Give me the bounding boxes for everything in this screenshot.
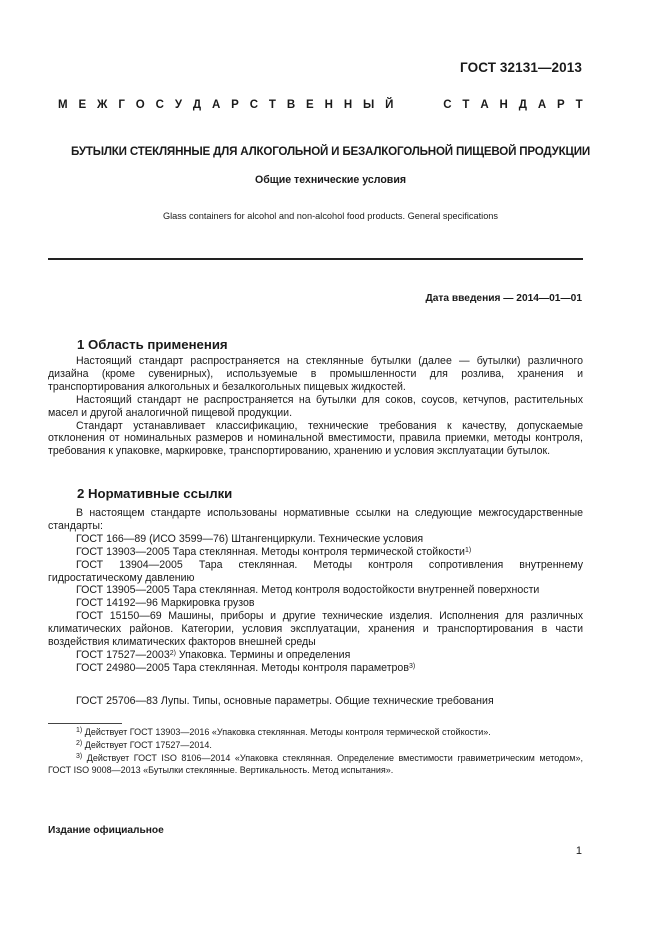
document-title: БУТЫЛКИ СТЕКЛЯННЫЕ ДЛЯ АЛКОГОЛЬНОЙ И БЕЗАЛКОГОЛЬНОЙ ПИЩЕВОЙ ПРОДУКЦИИ (70, 145, 591, 158)
footnote: $^{1)}$ Действует ГОСТ 13903—2016 «Упаковка стеклянная. Методы контроля термической стойкости». (76, 727, 491, 737)
section-2-body (48, 507, 583, 675)
normative-references-list (48, 533, 583, 675)
paragraph: Настоящий стандарт распространяется на стеклянные бутылки (далее — бутылки) различного дизайна (кроме сувенирных), используемые в промышленности для розлива, хранения и транспортирования алкогольных и безалкогольных пищевых жидкостей. (48, 355, 583, 393)
reference-item: ГОСТ 13903—2005 Тара стеклянная. Методы контроля термической стойкости$^{1)}$ (76, 545, 472, 558)
heading-letter: Д (192, 99, 202, 111)
introduction-date: Дата введения — 2014—01—01 (425, 293, 582, 304)
interstate-standard-heading (58, 99, 583, 111)
footnote-marker: 1) (76, 727, 83, 734)
page-number: 1 (575, 845, 582, 857)
reference-item: ГОСТ 14192—96 Маркировка грузов (76, 597, 255, 610)
heading-letter: О (135, 99, 145, 111)
divider-top (48, 258, 583, 260)
heading-letter: Ы (363, 99, 375, 111)
heading-letter: Н (343, 99, 353, 111)
footnote-marker: 2) (169, 649, 176, 657)
reference-item: ГОСТ 24980—2005 Тара стеклянная. Методы контроля параметров$^{3)}$ (76, 661, 416, 674)
heading-letter: А (480, 99, 489, 111)
document-subtitle: Общие технические условия (254, 174, 407, 186)
footnote-marker: 1) (464, 546, 472, 554)
footnote: $^{3)}$ Действует ГОСТ ISO 8106—2014 «Упаковка стеклянная. Определение вместимости гравиметрическим методом», ГОСТ ISO 9008—2013 «Бутылки стеклянные. Вертикальность. Метод испытания». (48, 753, 583, 775)
reference-item: ГОСТ 17527—2003$^{2)}$ Упаковка. Термины и определения (76, 648, 351, 661)
paragraph: Настоящий стандарт не распространяется на бутылки для соков, соусов, кетчупов, растительных масел и другой аналогичной пищевой продукции. (48, 393, 583, 419)
section-2-title: 2 Нормативные ссылки (77, 486, 233, 501)
paragraph: Стандарт устанавливает классификацию, технические требования к качеству, допускаемые отклонения от номинальных размеров и номинальной вместимости, правила приемки, методы контроля, требования к упаковке, маркировке, транспортированию, хранению и условия эксплуатации бутылок. (48, 419, 583, 458)
heading-letter: Ж (97, 99, 108, 111)
heading-letter: Т (268, 99, 276, 111)
reference-item: ГОСТ 25706—83 Лупы. Типы, основные параметры. Общие технические требования (76, 695, 494, 707)
official-edition-label: Издание официальное (48, 825, 164, 836)
heading-letter: В (286, 99, 296, 111)
heading-letter: Р (557, 99, 565, 111)
heading-letter: Й (385, 99, 394, 111)
footnote-divider (48, 723, 122, 724)
section-1-body (48, 355, 583, 458)
heading-letter: Р (231, 99, 239, 111)
heading-letter: Д (518, 99, 527, 111)
document-number: ГОСТ 32131—2013 (460, 60, 582, 75)
document-title-english: Glass containers for alcohol and non-alcohol food products. General specifications (162, 211, 499, 221)
reference-item: ГОСТ 15150—69 Машины, приборы и другие технические изделия. Исполнения для различных климатических районов. Категории, условия эксплуатации, хранения и транспортирования в части воздействия климатических факторов внешней среды (48, 610, 583, 649)
footnote: $^{2)}$ Действует ГОСТ 17527—2014. (76, 740, 212, 751)
section-1-title: 1 Область применения (77, 337, 228, 352)
reference-item: ГОСТ 13905—2005 Тара стеклянная. Метод контроля водостойкости внутренней поверхности (76, 584, 540, 597)
heading-letter: С (443, 99, 452, 111)
heading-letter: А (537, 99, 547, 111)
reference-item: ГОСТ 13904—2005 Тара стеклянная. Методы контроля сопротивления внутреннему гидростатическому давлению (48, 558, 583, 584)
footnote-marker: 2) (76, 740, 83, 748)
heading-letter: Н (499, 99, 508, 111)
footnote-marker: 3) (76, 753, 83, 761)
heading-letter: А (211, 99, 221, 111)
footnote-marker: 3) (408, 662, 416, 670)
paragraph: В настоящем стандарте использованы нормативные ссылки на следующие межгосударственные стандарты: (48, 507, 583, 532)
heading-letter: Е (306, 99, 314, 111)
heading-letter: С (155, 99, 164, 111)
heading-letter: Г (118, 99, 125, 111)
footnotes (48, 727, 583, 778)
heading-letter: Т (462, 99, 470, 111)
heading-letter: Н (324, 99, 333, 111)
heading-letter: С (249, 99, 259, 111)
heading-letter: У (174, 99, 182, 111)
heading-letter: Т (575, 99, 583, 111)
heading-letter: М (58, 99, 68, 111)
reference-item: ГОСТ 166—89 (ИСО 3599—76) Штангенциркули. Технические условия (76, 532, 424, 545)
heading-letter: Е (78, 99, 87, 111)
